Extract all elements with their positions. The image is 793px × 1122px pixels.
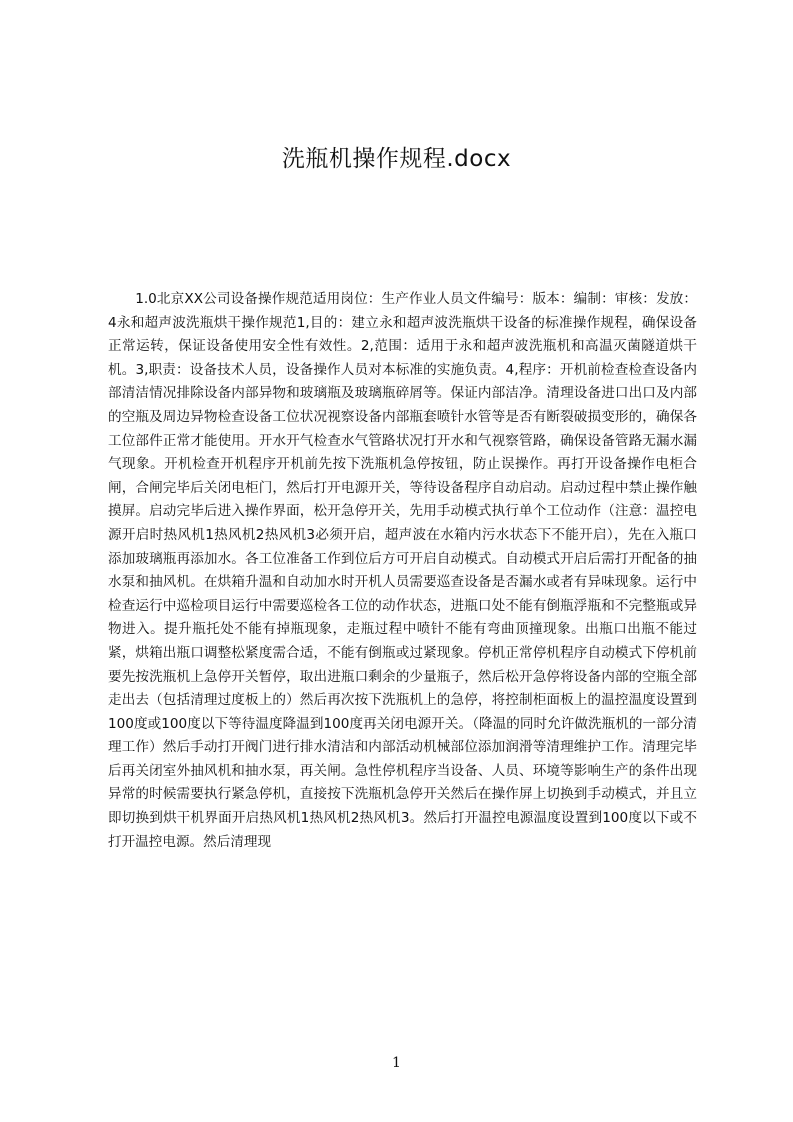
page-number: 1 bbox=[392, 1055, 401, 1071]
document-title: 洗瓶机操作规程.docx bbox=[281, 146, 512, 172]
document-body-paragraph: 1.0北京XX公司设备操作规范适用岗位：生产作业人员文件编号：版本：编制：审核：发放：4永和超声波洗瓶烘干操作规范1,目的：建立永和超声波洗瓶烘干设备的标准操作规程，确保设备正常运转，保证设备使用安全性有效性。2,范围：适用于永和超声波洗瓶机和高温灭菌隧道烘干机。3,职责：设备技术人员，设备操作人员对本标准的实施负责。4,程序：开机前检查检查设备内部清洁情况排除设备内部异物和玻璃瓶及玻璃瓶碎屑等。保证内部洁净。清理设备进口出口及内部的空瓶及周边异物检查设备工位状况视察设备内部瓶套喷针水管等是否有断裂破损变形的，确保各工位部件正常才能使用。开水开气检查水气管路状况打开水和气视察管路，确保设备管路无漏水漏气现象。开机检查开机程序开机前先按下洗瓶机急停按钮，防止误操作。再打开设备操作电柜合闸，合闸完毕后关闭电柜门，然后打开电源开关，等待设备程序自动启动。启动过程中禁止操作触摸屏。启动完毕后进入操作界面，松开急停开关，先用手动模式执行单个工位动作（注意：温控电源开启时热风机1热风机2热风机3必须开启，超声波在水箱内污水状态下不能开启），先在入瓶口添加玻璃瓶再添加水。各工位准备工作到位后方可开启自动模式。自动模式开启后需打开配备的抽水泵和抽风机。在烘箱升温和自动加水时开机人员需要巡查设备是否漏水或者有异味现象。运行中检查运行中巡检项目运行中需要巡检各工位的动作状态，进瓶口处不能有倒瓶浮瓶和不完整瓶或异物进入。提升瓶托处不能有掉瓶现象，走瓶过程中喷针不能有弯曲顶撞现象。出瓶口出瓶不能过紧，烘箱出瓶口调整松紧度需合适，不能有倒瓶或过紧现象。停机正常停机程序自动模式下停机前要先按洗瓶机上急停开关暂停，取出进瓶口剩余的少量瓶子，然后松开急停将设备内部的空瓶全部走出去（包括清理过度板上的）然后再次按下洗瓶机上的急停，将控制柜面板上的温控温度设置到100度或100度以下等待温度降温到100度再关闭电源开关。（降温的同时允许做洗瓶机的一部分清理工作）然后手动打开阀门进行排水清洁和内部活动机械部位添加润滑等清理维护工作。清理完毕后再关闭室外抽风机和抽水泵，再关闸。急性停机程序当设备、人员、环境等影响生产的条件出现异常的时候需要执行紧急停机，直接按下洗瓶机急停开关然后在操作屏上切换到手动模式，并且立即切换到烘干机界面开启热风机1热风机2热风机3。然后打开温控电源温度设置到100度以下或不打开温控电源。然后清理现 bbox=[108, 291, 697, 850]
